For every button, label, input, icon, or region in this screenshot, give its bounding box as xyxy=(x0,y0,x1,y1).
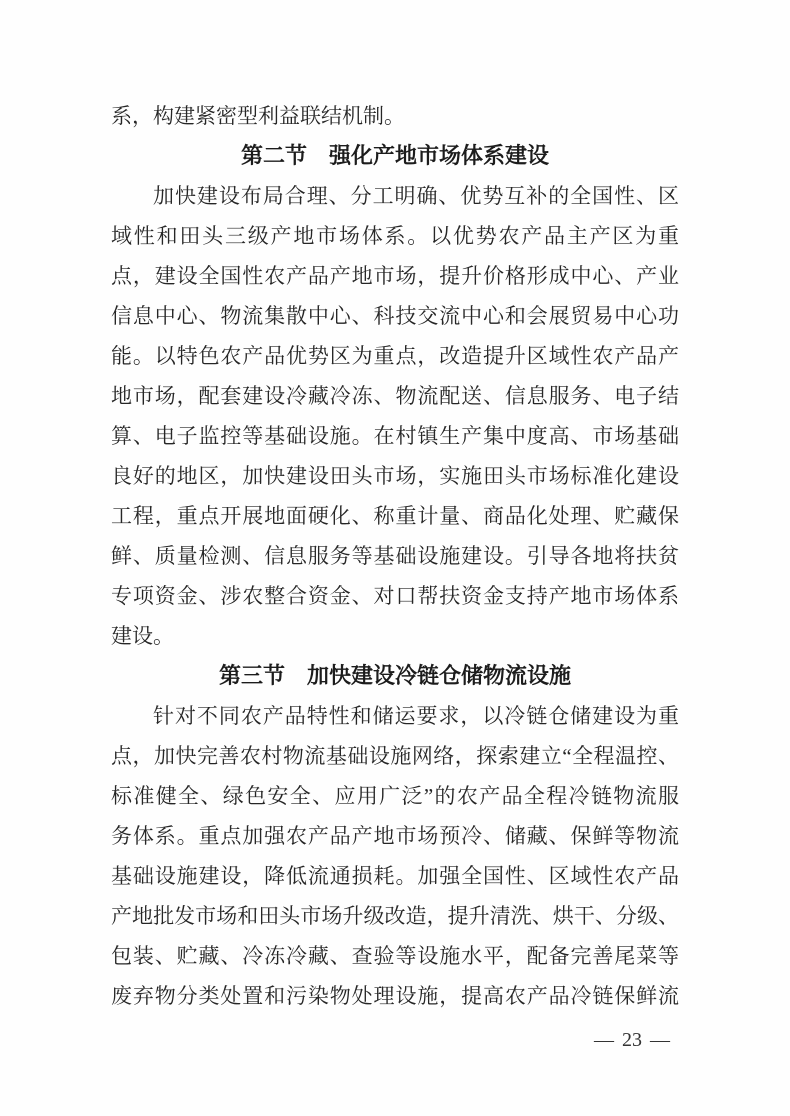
body-line: 专项资金、涉农整合资金、对口帮扶资金支持产地市场体系 xyxy=(111,584,679,608)
body-line: 针对不同农产品特性和储运要求，以冷链仓储建设为重 xyxy=(153,704,679,728)
continuation-line: 系，构建紧密型利益联结机制。 xyxy=(111,104,405,128)
body-line: 点，加快完善农村物流基础设施网络，探索建立“全程温控、 xyxy=(111,744,679,768)
body-line: 加快建设布局合理、分工明确、优势互补的全国性、区 xyxy=(153,184,679,208)
footer-dash-right: — xyxy=(650,1029,670,1051)
body-line: 标准健全、绿色安全、应用广泛”的农产品全程冷链物流服 xyxy=(111,784,679,808)
footer-dash-left: — xyxy=(594,1029,614,1051)
section3-heading-number: 第三节 xyxy=(218,663,285,688)
body-line: 基础设施建设，降低流通损耗。加强全国性、区域性农产品 xyxy=(111,864,679,888)
body-line: 产地批发市场和田头市场升级改造，提升清洗、烘干、分级、 xyxy=(111,904,679,928)
section2-heading-title: 强化产地市场体系建设 xyxy=(329,143,550,168)
body-line: 务体系。重点加强农产品产地市场预冷、储藏、保鲜等物流 xyxy=(111,824,679,848)
body-line: 鲜、质量检测、信息服务等基础设施建设。引导各地将扶贫 xyxy=(111,544,679,568)
body-line: 算、电子监控等基础设施。在村镇生产集中度高、市场基础 xyxy=(111,424,679,448)
body-line: 废弃物分类处置和污染物处理设施，提高农产品冷链保鲜流 xyxy=(111,984,679,1008)
page-number: 23 xyxy=(622,1029,642,1051)
section3-heading xyxy=(111,656,679,696)
body-line: 信息中心、物流集散中心、科技交流中心和会展贸易中心功 xyxy=(111,304,679,328)
body-line: 建设。 xyxy=(111,624,174,648)
section3-heading-title: 加快建设冷链仓储物流设施 xyxy=(307,663,572,688)
body-line: 地市场，配套建设冷藏冷冻、物流配送、信息服务、电子结 xyxy=(111,384,679,408)
page-footer xyxy=(592,1026,672,1054)
body-line: 良好的地区，加快建设田头市场，实施田头市场标准化建设 xyxy=(111,464,679,488)
section2-heading xyxy=(111,136,679,176)
body-line: 点，建设全国性农产品产地市场，提升价格形成中心、产业 xyxy=(111,264,679,288)
body-line: 工程，重点开展地面硬化、称重计量、商品化处理、贮藏保 xyxy=(111,504,679,528)
body-line: 域性和田头三级产地市场体系。以优势农产品主产区为重 xyxy=(111,224,679,248)
text-block xyxy=(111,96,679,1016)
body-line: 能。以特色农产品优势区为重点，改造提升区域性农产品产 xyxy=(111,344,679,368)
section2-heading-number: 第二节 xyxy=(240,143,307,168)
body-line: 包装、贮藏、冷冻冷藏、查验等设施水平，配备完善尾菜等 xyxy=(111,944,679,968)
